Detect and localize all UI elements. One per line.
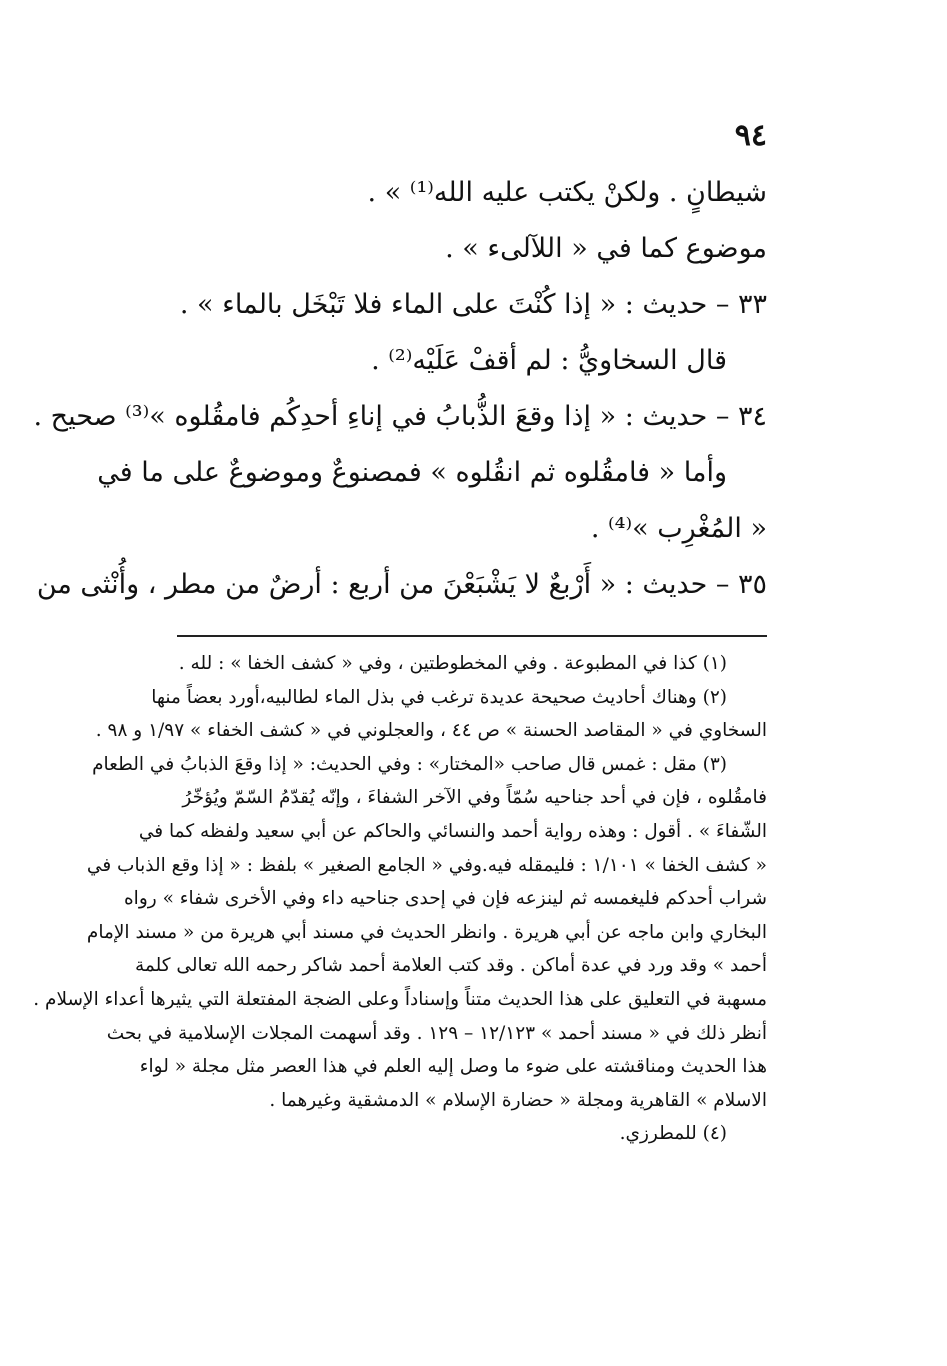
footnote-line: البخاري وابن ماجه عن أبي هريرة . وانظر الحديث في مسند أبي هريرة من « مسند الإمام (86, 921, 767, 943)
footnote-line: السخاوي في « المقاصد الحسنة » ص ٤٤ ، والعجلوني في « كشف الخفاء » ١/٩٧ و ٩٨ . (95, 720, 767, 742)
footnotes (33, 652, 767, 1156)
body-line: « المُغْرِب »⁽⁴⁾ . (590, 513, 767, 544)
body-line: قال السخاويُّ : لم أقفْ عَلَيْه⁽²⁾ . (371, 345, 727, 376)
footnote-1: (١) كذا في المطبوعة . وفي المخطوطتين ، وفي « كشف الخفا » : لله . (178, 653, 727, 674)
body-line: موضوع كما في « اللآلىء » . (445, 233, 767, 264)
body-line: شيطانٍ . ولكنْ يكتب عليه الله⁽¹⁾ » . (367, 177, 767, 208)
hadith-35: ٣٥ – حديث : « أَرْبعٌ لا يَشْبَعْنَ من أربع : أرضٌ من مطر ، وأُنْثى من (36, 569, 767, 600)
footnote-line: أحمد » وقد ورد في عدة أماكن . وقد كتب العلامة أحمد شاكر رحمه الله تعالى كلمة (134, 955, 767, 977)
hadith-33: ٣٣ – حديث : « إذا كُنْتَ على الماء فلا تَبْخَل بالماء » . (179, 289, 767, 320)
footnote-line: أنظر ذلك في « مسند أحمد » ١٢/١٢٣ – ١٢٩ . وقد أسهمت المجلات الإسلامية في بحث (106, 1022, 767, 1044)
body-line: وأما « فامقُلوه ثم انقُلوه » فمصنوعٌ وموضوعٌ على ما في (97, 457, 727, 488)
footnote-2: (٢) وهناك أحاديث صحيحة عديدة ترغب في بذل الماء لطالبيه،أورد بعضاً منها (151, 686, 727, 708)
footnote-line: شراب أحدكم فليغمسه ثم لينزعه فإن في إحدى جناحيه داء وفي الأخرى شفاء » رواه (123, 888, 767, 910)
footnote-line: هذا الحديث ومناقشته على ضوء ما وصل إليه العلم في هذا العصر مثل مجلة « لواء (139, 1056, 767, 1078)
footnote-line: « كشف الخفا » ١/١٠١ : فليمقله فيه.وفي « الجامع الصغير » بلفظ : « إذا وقع الذباب في (86, 854, 767, 876)
footnote-3: (٣) مقل : غمس قال صاحب «المختار» : وفي الحديث: « إذا وقعَ الذبابُ في الطعام (92, 753, 727, 775)
footnote-divider (177, 635, 767, 637)
footnote-line: الشّفاءَ » . أقول : وهذه رواية أحمد والنسائي والحاكم عن أبي سعيد ولفظه كما في (138, 820, 767, 842)
page-number: ٩٤ (734, 118, 767, 153)
footnote-4: (٤) للمطرزي. (619, 1123, 727, 1145)
footnote-line: الاسلام » القاهرية ومجلة « حضارة الإسلام » الدمشقية وغيرهما . (269, 1089, 767, 1111)
footnote-line: مسهبة في التعليق على هذا الحديث متناً وإسناداً وعلى الضجة المفتعلة التي يثيرها أعداء الإسلام . (33, 988, 767, 1010)
main-text (33, 177, 767, 626)
hadith-34: ٣٤ – حديث : « إذا وقعَ الذُّبابُ في إناءِ أحدِكُم فامقُلوه »⁽³⁾ صحيح . (33, 401, 767, 432)
footnote-line: فامقُلوه ، فإن في أحد جناحيه سُمّاً وفي الآخر الشفاءَ ، وإنّه يُقدّمُ السّمّ ويُؤخّرُ (182, 787, 767, 809)
